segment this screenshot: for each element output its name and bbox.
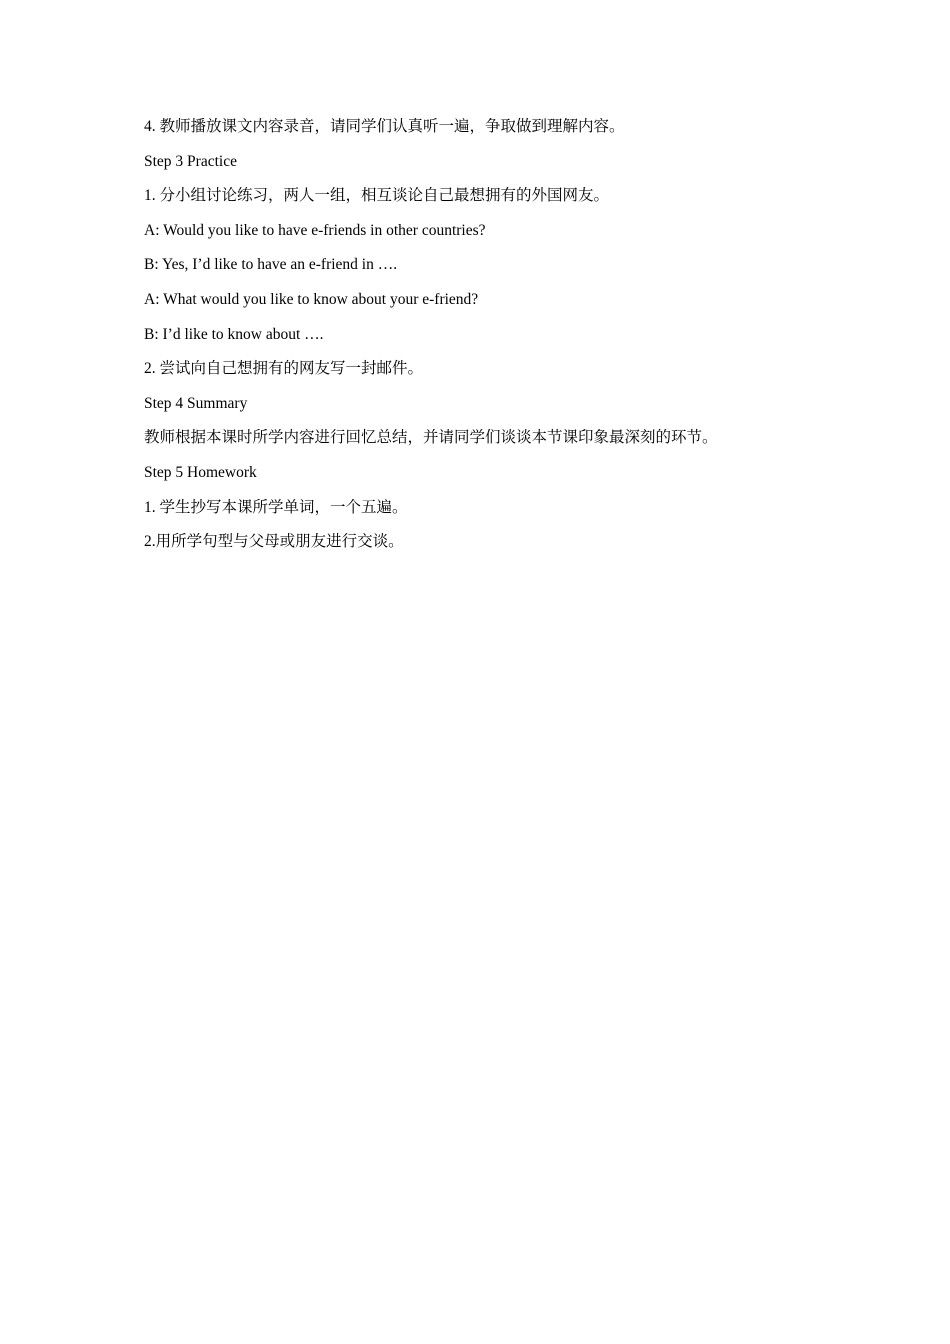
step2-item-4: 4. 教师播放课文内容录音，请同学们认真听一遍，争取做到理解内容。 — [144, 118, 625, 135]
dialogue-line-a2: A: What would you like to know about your e-friend? — [144, 290, 479, 308]
step4-text: 教师根据本课时所学内容进行回忆总结，并请同学们谈谈本节课印象最深刻的环节。 — [144, 429, 718, 447]
step4-heading: Step 4 Summary — [144, 394, 248, 412]
step5-item-1: 1. 学生抄写本课所学单词，一个五遍。 — [144, 498, 408, 516]
dialogue-line-b2: B: I’d like to know about …. — [144, 325, 324, 343]
document-body — [144, 114, 824, 564]
step5-item-2: 2.用所学句型与父母或朋友进行交谈。 — [144, 533, 404, 551]
step3-item-1: 1. 分小组讨论练习，两人一组，相互谈论自己最想拥有的外国网友。 — [144, 187, 610, 205]
step3-item-2: 2. 尝试向自己想拥有的网友写一封邮件。 — [144, 360, 424, 378]
step5-heading: Step 5 Homework — [144, 463, 257, 481]
step3-heading: Step 3 Practice — [144, 152, 237, 170]
dialogue-line-a1: A: Would you like to have e-friends in other countries? — [144, 221, 486, 239]
dialogue-line-b1: B: Yes, I’d like to have an e-friend in …. — [144, 256, 398, 274]
